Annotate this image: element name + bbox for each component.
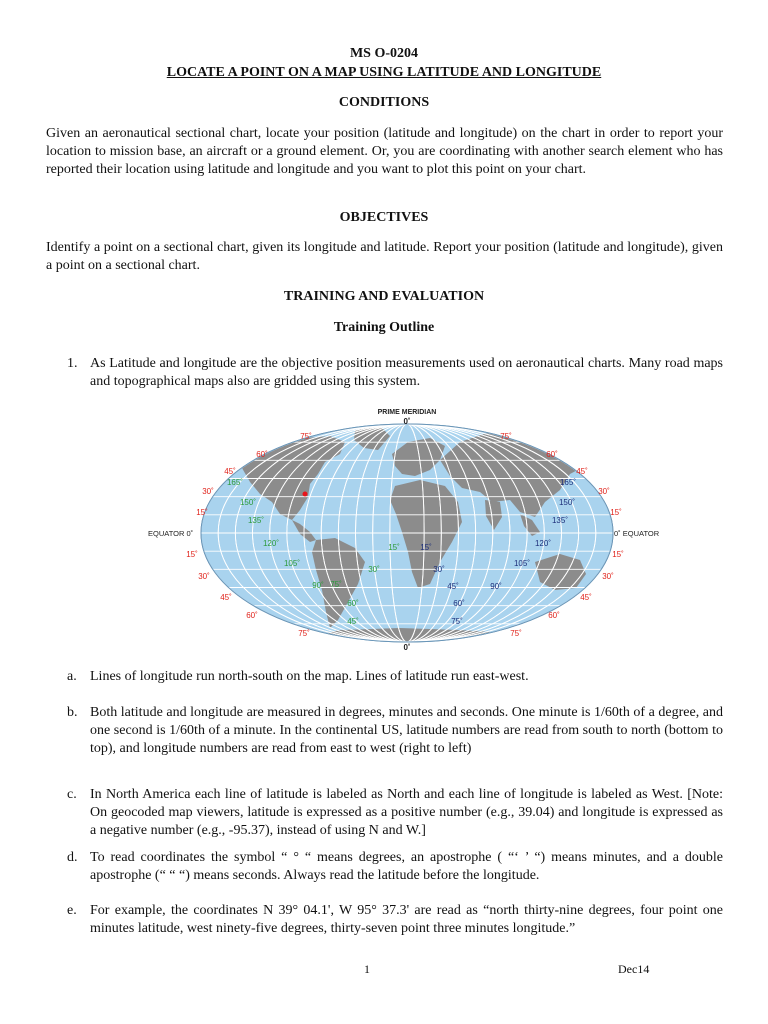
longitude-label-east: 30˚ [433,565,445,574]
subitem-text: In North America each line of latitude is labeled as North and each line of longitude is labeled as West. [Note: On geocoded map viewers, latitude is expressed as a positive number (e.g., 39.04) and longitude is expressed as a negative number (e.g., -95.37), instead of using N and W.] [90,787,723,838]
subitem-text: Lines of longitude run north-south on the map. Lines of latitude run east-west. [90,669,529,684]
latitude-label-left: 45˚ [224,467,236,476]
latitude-label-left: 75˚ [300,432,312,441]
bottom-zero-label: 0˚ [403,643,411,652]
latitude-label-left: 75˚ [298,629,310,638]
longitude-label-west: 135˚ [247,516,265,525]
latitude-label-right: 45˚ [580,593,592,602]
longitude-label-east: 150˚ [558,498,576,507]
item-marker: 1. [67,356,78,371]
latitude-label-left: 60˚ [256,450,268,459]
latitude-label-left: 45˚ [220,593,232,602]
longitude-label-east: 120˚ [534,539,552,548]
latitude-label-left: 60˚ [246,611,258,620]
subitem-marker: a. [67,669,77,684]
item-text: As Latitude and longitude are the objective position measurements used on aeronautical charts. Many road maps and topographical maps also are gridded using this system. [90,356,723,389]
longitude-label-east: 165˚ [559,478,577,487]
longitude-label-east: 90˚ [490,582,502,591]
latitude-label-right: 15˚ [610,508,622,517]
latitude-label-right: 15˚ [612,550,624,559]
equator-right-label: 0˚ EQUATOR [614,529,660,538]
longitude-label-east: 15˚ [420,543,432,552]
latitude-label-right: 75˚ [500,432,512,441]
subitem-marker: d. [67,850,78,865]
longitude-label-east: 75˚ [451,617,463,626]
latitude-label-right: 60˚ [548,611,560,620]
objectives-heading: OBJECTIVES [339,210,429,225]
longitude-label-west: 90˚ [312,581,324,590]
longitude-label-west: 60˚ [347,599,359,608]
conditions-text: Given an aeronautical sectional chart, locate your position (latitude and longitude) on the chart in order to report your location to mission base, an aircraft or a ground element. Or, you are coordinating with another search element who has reported their location using latitude and longitude and you want to plot this point on your chart. [46,126,723,177]
world-map-figure [140,402,680,654]
objectives-text: Identify a point on a sectional chart, given its longitude and latitude. Report your position (latitude and longitude), given a point on a sectional chart. [46,240,723,273]
top-zero-label: 0˚ [403,417,411,426]
page-number: 1 [364,962,370,976]
longitude-label-east: 60˚ [453,599,465,608]
subitem-text: To read coordinates the symbol “ ° “ means degrees, an apostrophe ( “‘ ’ “) means minutes, and a double apostrophe (“ “ “) means seconds. Always read the latitude before the longitude. [90,850,723,883]
longitude-label-east: 135˚ [551,516,569,525]
longitude-label-east: 45˚ [447,582,459,591]
longitude-label-west: 15˚ [388,543,400,552]
footer-date: Dec14 [618,962,650,976]
conditions-heading: CONDITIONS [338,95,430,110]
latitude-label-right: 30˚ [598,487,610,496]
longitude-label-west: 75˚ [330,580,342,589]
prime-meridian-label: PRIME MERIDIAN [377,409,437,416]
latitude-label-right: 60˚ [546,450,558,459]
latitude-label-right: 75˚ [510,629,522,638]
outline-item-1 [0,355,768,395]
subitem-marker: c. [67,787,77,802]
subitem-text: Both latitude and longitude are measured in degrees, minutes and seconds. One minute is 1/60th of a degree, and one second is 1/60th of a minute. In the continental US, latitude numbers are read from south to north (bottom to top), and longitude numbers are read from east to west (right to left) [90,705,723,756]
subitem-marker: e. [67,903,77,918]
latitude-label-right: 30˚ [602,572,614,581]
subitem-marker: b. [67,705,78,720]
longitude-label-east: 105˚ [513,559,531,568]
latitude-label-left: 15˚ [186,550,198,559]
latitude-label-left: 30˚ [198,572,210,581]
longitude-label-west: 120˚ [262,539,280,548]
longitude-label-west: 45˚ [347,617,359,626]
longitude-label-west: 105˚ [283,559,301,568]
subitem-text: For example, the coordinates N 39° 04.1', W 95° 37.3' are read as “north thirty-nine degrees, four point one minutes latitude, west ninety-five degrees, thirty-seven point three minutes longitude.” [90,903,723,936]
latitude-label-left: 15˚ [196,508,208,517]
equator-left-label: EQUATOR 0˚ [148,529,194,538]
document-title: LOCATE A POINT ON A MAP USING LATITUDE AND LONGITUDE [166,65,602,80]
training-heading: TRAINING AND EVALUATION [283,289,485,304]
training-outline-heading: Training Outline [333,320,435,335]
document-id: MS O-0204 [349,46,419,61]
longitude-label-west: 165˚ [226,478,244,487]
location-marker [303,492,308,497]
longitude-label-west: 30˚ [368,565,380,574]
latitude-label-right: 45˚ [576,467,588,476]
latitude-label-left: 30˚ [202,487,214,496]
longitude-label-west: 150˚ [239,498,257,507]
